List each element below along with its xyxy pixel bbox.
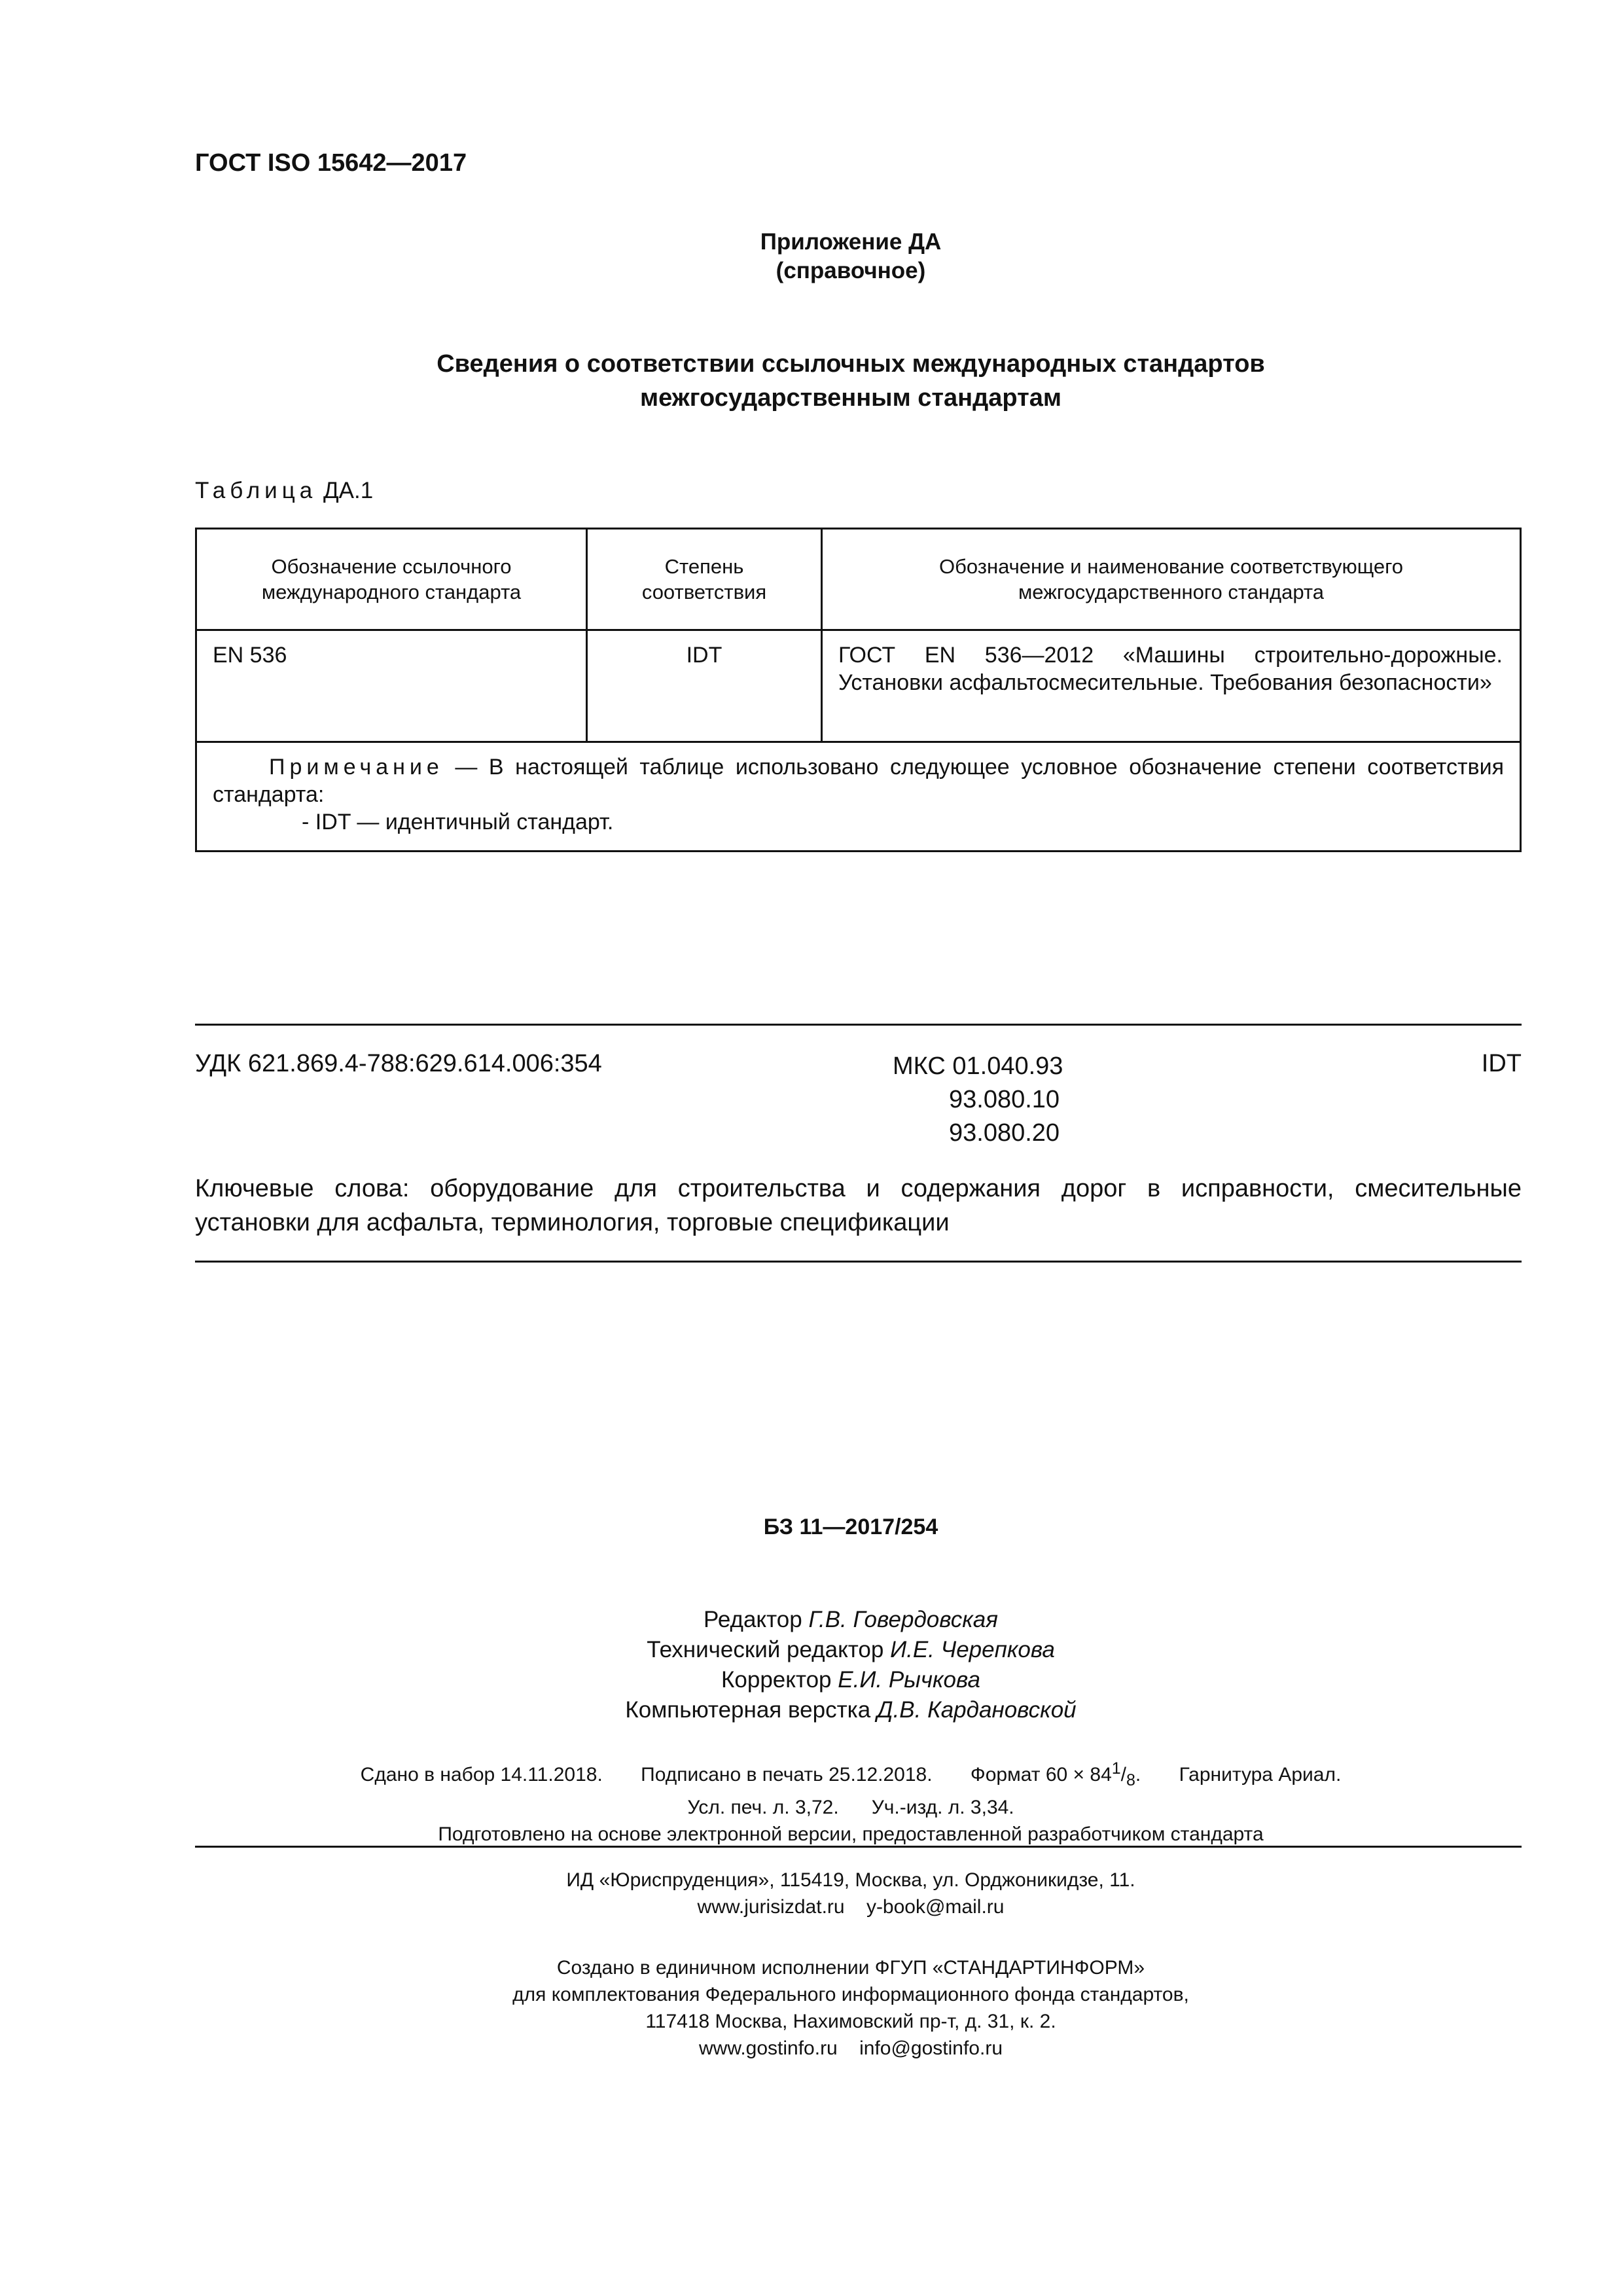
publisher-line1: ИД «Юриспруденция», 115419, Москва, ул. Орджоникидзе, 11. xyxy=(566,1869,1135,1891)
appendix-type: (справочное) xyxy=(776,258,926,283)
table-caption xyxy=(195,478,373,504)
credit-name: Д.В. Кардановской xyxy=(876,1697,1077,1723)
document-code: ГОСТ ISO 15642—2017 xyxy=(195,149,467,177)
table-note xyxy=(196,742,1521,852)
section-title-line1: Сведения о соответствии ссылочных международных стандартов xyxy=(437,350,1265,378)
print-info xyxy=(0,1755,1623,1848)
note-paragraph xyxy=(213,753,1504,808)
divider-publisher xyxy=(195,1846,1522,1848)
keywords-line1: Ключевые слова: оборудование для строительства и содержания дорог в исправности, смесительные xyxy=(195,1175,1522,1202)
format-denominator: 8 xyxy=(1126,1771,1135,1789)
mks-code-3: 93.080.20 xyxy=(949,1119,1060,1147)
table-caption-number: ДА.1 xyxy=(323,478,374,503)
print-font: Гарнитура Ариал. xyxy=(1179,1764,1342,1785)
header-interstate-standard xyxy=(822,529,1521,630)
publisher-email-link[interactable]: y-book@mail.ru xyxy=(866,1896,1005,1918)
creator-line2: для комплектования Федерального информационного фонда стандартов, xyxy=(512,1984,1189,2005)
credit-role: Редактор xyxy=(704,1607,802,1632)
format-end: . xyxy=(1135,1764,1141,1785)
creator xyxy=(0,1954,1623,2062)
header-ref-standard xyxy=(196,529,587,630)
mks-code-2: 93.080.10 xyxy=(949,1086,1060,1113)
table-header-row xyxy=(196,529,1521,630)
format-prefix: Формат 60 × 84 xyxy=(970,1764,1112,1785)
section-title xyxy=(0,347,1623,415)
cell-degree: IDT xyxy=(587,630,822,742)
credit-name: И.Е. Черепкова xyxy=(890,1637,1055,1662)
credit-name: Е.И. Рычкова xyxy=(838,1667,980,1693)
mks-label: МКС xyxy=(893,1052,946,1080)
creator-line3: 117418 Москва, Нахимовский пр-т, д. 31, к. 2. xyxy=(645,2011,1056,2032)
print-sheets: Усл. печ. л. 3,72. xyxy=(687,1797,839,1818)
creator-email-link[interactable]: info@gostinfo.ru xyxy=(859,2037,1003,2059)
print-info-line2 xyxy=(79,1794,1623,1821)
creator-site-link[interactable]: www.gostinfo.ru xyxy=(698,2037,838,2059)
print-pub-sheets: Уч.-изд. л. 3,34. xyxy=(871,1797,1014,1818)
note-text: — В настоящей таблице использовано следующее условное обозначение степени соответствия стандарта: xyxy=(213,755,1504,807)
credit-corrector xyxy=(79,1665,1623,1695)
format-separator: / xyxy=(1120,1764,1127,1785)
credit-editor xyxy=(79,1605,1623,1635)
format-numerator: 1 xyxy=(1111,1759,1121,1778)
credit-role: Технический редактор xyxy=(647,1637,884,1662)
appendix-heading xyxy=(0,228,1623,285)
correspondence-table xyxy=(195,528,1522,852)
bz-number: БЗ 11—2017/254 xyxy=(763,1515,938,1539)
mks-block xyxy=(893,1050,1063,1150)
section-title-line2: межгосударственным стандартам xyxy=(640,384,1061,412)
credit-role: Корректор xyxy=(721,1667,832,1693)
publisher-contacts xyxy=(79,1893,1623,1920)
table-caption-word: Таблица xyxy=(195,478,317,503)
header-degree-line2: соответствия xyxy=(641,581,767,603)
publisher xyxy=(0,1867,1623,1920)
print-signed: Подписано в печать 25.12.2018. xyxy=(641,1764,933,1785)
publisher-site-link[interactable]: www.jurisizdat.ru xyxy=(697,1896,845,1918)
credit-layout xyxy=(79,1695,1623,1725)
credit-role: Компьютерная верстка xyxy=(625,1697,871,1723)
keywords-line2: установки для асфальта, терминология, торговые спецификации xyxy=(195,1209,950,1236)
print-info-line1 xyxy=(79,1755,1623,1794)
table-row xyxy=(196,630,1521,742)
note-label: Примечание xyxy=(269,755,444,780)
cell-ref-standard: EN 536 xyxy=(196,630,587,742)
credits xyxy=(0,1605,1623,1725)
credit-tech-editor xyxy=(79,1635,1623,1665)
header-interstate-line2: межгосударственного стандарта xyxy=(1018,581,1325,603)
mks-code-1: 01.040.93 xyxy=(952,1052,1063,1080)
table-note-row xyxy=(196,742,1521,852)
header-ref-line1: Обозначение ссылочного xyxy=(271,555,512,578)
keywords xyxy=(195,1172,1522,1240)
print-sent: Сдано в набор 14.11.2018. xyxy=(360,1764,603,1785)
divider-top xyxy=(195,1024,1522,1026)
note-item: - IDT — идентичный стандарт. xyxy=(302,810,614,834)
print-prepared: Подготовлено на основе электронной версии, предоставленной разработчиком стандарта xyxy=(438,1823,1264,1845)
creator-contacts xyxy=(79,2035,1623,2062)
print-format xyxy=(970,1759,1141,1789)
degree-code: IDT xyxy=(1481,1050,1522,1077)
appendix-title: Приложение ДА xyxy=(760,229,942,255)
credit-name: Г.В. Говердовская xyxy=(808,1607,998,1632)
creator-line1: Создано в единичном исполнении ФГУП «СТАНДАРТИНФОРМ» xyxy=(556,1957,1145,1979)
header-ref-line2: международного стандарта xyxy=(261,581,522,603)
cell-interstate-standard: ГОСТ EN 536—2012 «Машины строительно-дорожные. Установки асфальтосмесительные. Требования безопасности» xyxy=(822,630,1521,742)
divider-keywords xyxy=(195,1261,1522,1263)
header-degree-line1: Степень xyxy=(664,555,744,578)
udk-code: УДК 621.869.4-788:629.614.006:354 xyxy=(195,1050,602,1077)
header-interstate-line1: Обозначение и наименование соответствующего xyxy=(938,555,1404,578)
header-degree xyxy=(587,529,822,630)
